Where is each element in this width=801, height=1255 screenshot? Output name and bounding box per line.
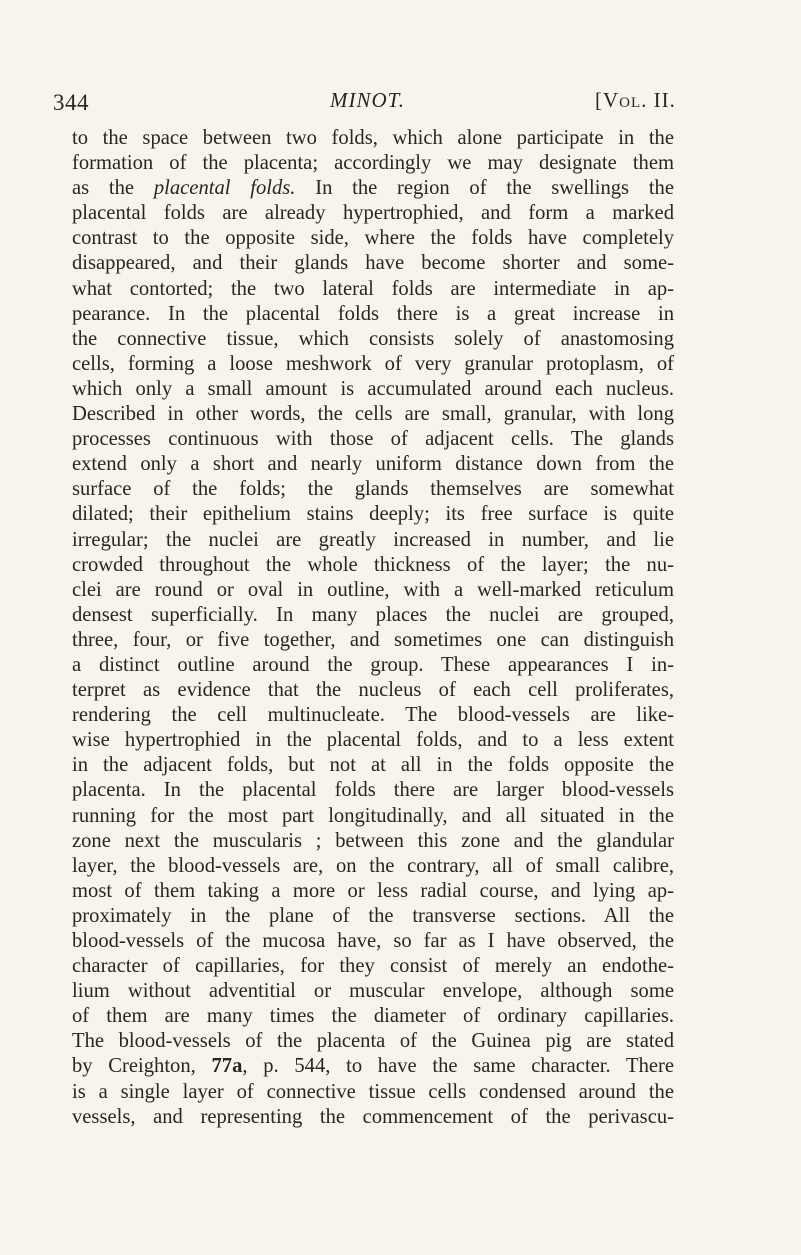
text-line: in the adjacent folds, but not at all in the folds opposite the bbox=[72, 754, 674, 777]
text-line: vessels, and representing the commencement of the perivascu- bbox=[72, 1105, 674, 1128]
text-line: extend only a short and nearly uniform distance down from the bbox=[72, 453, 674, 476]
text-line: most of them taking a more or less radial course, and lying ap- bbox=[72, 879, 674, 902]
text-line: densest superficially. In many places the nuclei are grouped, bbox=[72, 603, 674, 626]
body-text bbox=[72, 126, 674, 1130]
text-line: layer, the blood-vessels are, on the contrary, all of small calibre, bbox=[72, 854, 674, 877]
text-line: terpret as evidence that the nucleus of each cell proliferates, bbox=[72, 679, 674, 702]
text-line: placenta. In the placental folds there are larger blood-vessels bbox=[72, 779, 674, 802]
page-number: 344 bbox=[53, 90, 89, 115]
running-title: MINOT. bbox=[330, 88, 406, 112]
text-line: clei are round or oval in outline, with a well-marked reticulum bbox=[72, 578, 674, 601]
text-line: lium without adventitial or muscular envelope, although some bbox=[72, 980, 674, 1003]
text-line: running for the most part longitudinally, and all situated in the bbox=[72, 804, 674, 827]
text-line: formation of the placenta; accordingly we may designate them bbox=[72, 152, 674, 175]
text-line: character of capillaries, for they consist of merely an endothe- bbox=[72, 955, 674, 978]
text-line: pearance. In the placental folds there is a great increase in bbox=[72, 302, 674, 325]
text-line: surface of the folds; the glands themselves are somewhat bbox=[72, 478, 674, 501]
text-line: blood-vessels of the mucosa have, so far as I have observed, the bbox=[72, 930, 674, 952]
text-line: crowded throughout the whole thickness of the layer; the nu- bbox=[72, 553, 674, 576]
text-line: to the space between two folds, which alone participate in the bbox=[72, 127, 674, 149]
text-line: which only a small amount is accumulated around each nucleus. bbox=[72, 377, 674, 400]
text-line: what contorted; the two lateral folds are intermediate in ap- bbox=[72, 277, 674, 300]
page-header bbox=[0, 86, 801, 126]
text-line: Described in other words, the cells are small, granular, with long bbox=[72, 403, 674, 426]
text-line: proximately in the plane of the transverse sections. All the bbox=[72, 904, 674, 927]
text-line: zone next the muscularis ; between this zone and the glandular bbox=[72, 829, 674, 852]
text-line: as the placental folds. In the region of the swellings the bbox=[72, 177, 674, 200]
text-line: irregular; the nuclei are greatly increased in number, and lie bbox=[72, 528, 674, 551]
text-line: rendering the cell multinucleate. The blood-vessels are like- bbox=[72, 704, 674, 727]
text-line: processes continuous with those of adjacent cells. The glands bbox=[72, 428, 674, 451]
text-line: by Creighton, 77a, p. 544, to have the same character. There bbox=[72, 1055, 674, 1078]
text-line: of them are many times the diameter of ordinary capillaries. bbox=[72, 1005, 674, 1028]
text-line: cells, forming a loose meshwork of very granular protoplasm, of bbox=[72, 352, 674, 375]
text-line: three, four, or five together, and sometimes one can distinguish bbox=[72, 628, 674, 651]
italic-term: placental folds. bbox=[153, 177, 296, 200]
text-line: dilated; their epithelium stains deeply; its free surface is quite bbox=[72, 503, 674, 526]
text-line: wise hypertrophied in the placental folds, and to a less extent bbox=[72, 729, 674, 752]
text-line: contrast to the opposite side, where the folds have completely bbox=[72, 227, 674, 250]
text-line: The blood-vessels of the placenta of the Guinea pig are stated bbox=[72, 1030, 674, 1053]
text-line: is a single layer of connective tissue cells condensed around the bbox=[72, 1080, 674, 1103]
volume-label: [Vol. II. bbox=[595, 88, 676, 112]
text-line: the connective tissue, which consists solely of anastomosing bbox=[72, 327, 674, 350]
reference-number: 77a bbox=[211, 1055, 243, 1078]
text-line: placental folds are already hypertrophied, and form a marked bbox=[72, 202, 674, 225]
text-line: disappeared, and their glands have become shorter and some- bbox=[72, 252, 674, 275]
text-line: a distinct outline around the group. These appearances I in- bbox=[72, 653, 674, 676]
